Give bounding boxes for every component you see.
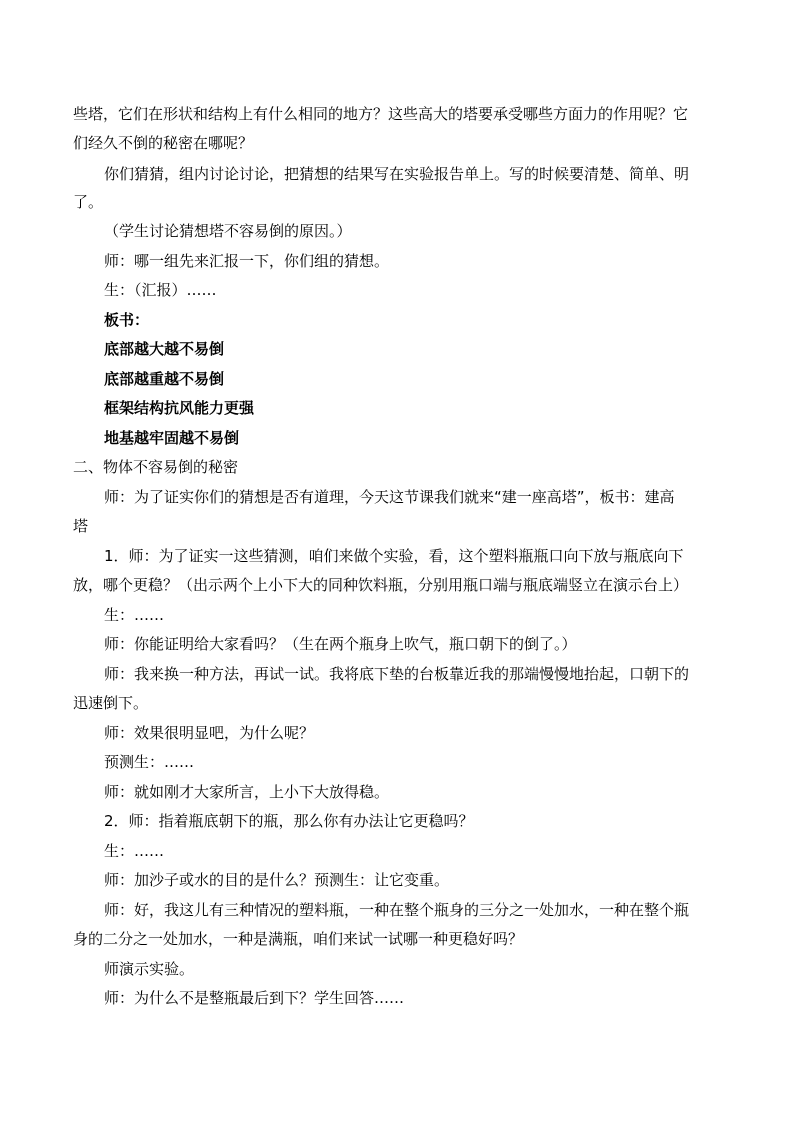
text-line: 师：为了证实你们的猜想是否有道理，今天这节课我们就来“建一座高塔”，板书：建高	[104, 488, 675, 506]
text-line: 塔	[73, 517, 89, 535]
text-line: 师：就如刚才大家所言，上小下大放得稳。	[104, 783, 390, 801]
text-line: 师：效果很明显吧，为什么呢？	[104, 724, 315, 742]
blackboard-heading: 板书：	[104, 311, 150, 329]
section-heading: 二、物体不容易倒的秘密	[73, 458, 239, 476]
blackboard-item: 底部越大越不易倒	[104, 340, 225, 358]
text-line: 1．师：为了证实一这些猜测，咱们来做个实验，看，这个塑料瓶瓶口向下放与瓶底向下	[104, 547, 684, 565]
text-line: 师：我来换一种方法，再试一试。我将底下垫的台板靠近我的那端慢慢地抬起，口朝下的	[104, 665, 690, 683]
text-line: 师：加沙子或水的目的是什么？预测生：让它变重。	[104, 871, 450, 889]
blackboard-item: 框架结构抗风能力更强	[104, 399, 255, 417]
text-line: 生：……	[104, 606, 165, 624]
text-line: 生：……	[104, 842, 165, 860]
blackboard-item: 地基越牢固越不易倒	[104, 429, 240, 447]
text-line: 迅速倒下。	[73, 694, 149, 712]
text-line: 师演示实验。	[104, 960, 195, 978]
text-line: 师：为什么不是整瓶最后到下？学生回答……	[104, 989, 405, 1007]
text-line: （学生讨论猜想塔不容易倒的原因。）	[104, 222, 352, 240]
text-line: 你们猜猜，组内讨论讨论，把猜想的结果写在实验报告单上。写的时候要清楚、简单、明	[104, 165, 690, 183]
text-line: 2．师：指着瓶底朝下的瓶，那么你有办法让它更稳吗？	[104, 812, 474, 830]
text-line: 放，哪个更稳？（出示两个上小下大的同种饮料瓶，分别用瓶口端与瓶底端竖立在演示台上）	[73, 576, 689, 594]
text-line: 预测生：……	[104, 753, 195, 771]
text-line: 生：（汇报）……	[104, 281, 217, 299]
text-line: 了。	[73, 193, 104, 211]
text-line: 些塔，它们在形状和结构上有什么相同的地方？这些高大的塔要承受哪些方面力的作用呢？它	[73, 105, 689, 123]
text-line: 身的二分之一处加水，一种是满瓶，咱们来试一试哪一种更稳好吗？	[73, 930, 524, 948]
text-line: 师：你能证明给大家看吗？（生在两个瓶身上吹气，瓶口朝下的倒了。）	[104, 635, 577, 653]
text-line: 们经久不倒的秘密在哪呢？	[73, 134, 254, 152]
blackboard-item: 底部越重越不易倒	[104, 370, 225, 388]
text-line: 师：好，我这儿有三种情况的塑料瓶，一种在整个瓶身的三分之一处加水，一种在整个瓶	[104, 901, 690, 919]
text-line: 师：哪一组先来汇报一下，你们组的猜想。	[104, 252, 390, 270]
